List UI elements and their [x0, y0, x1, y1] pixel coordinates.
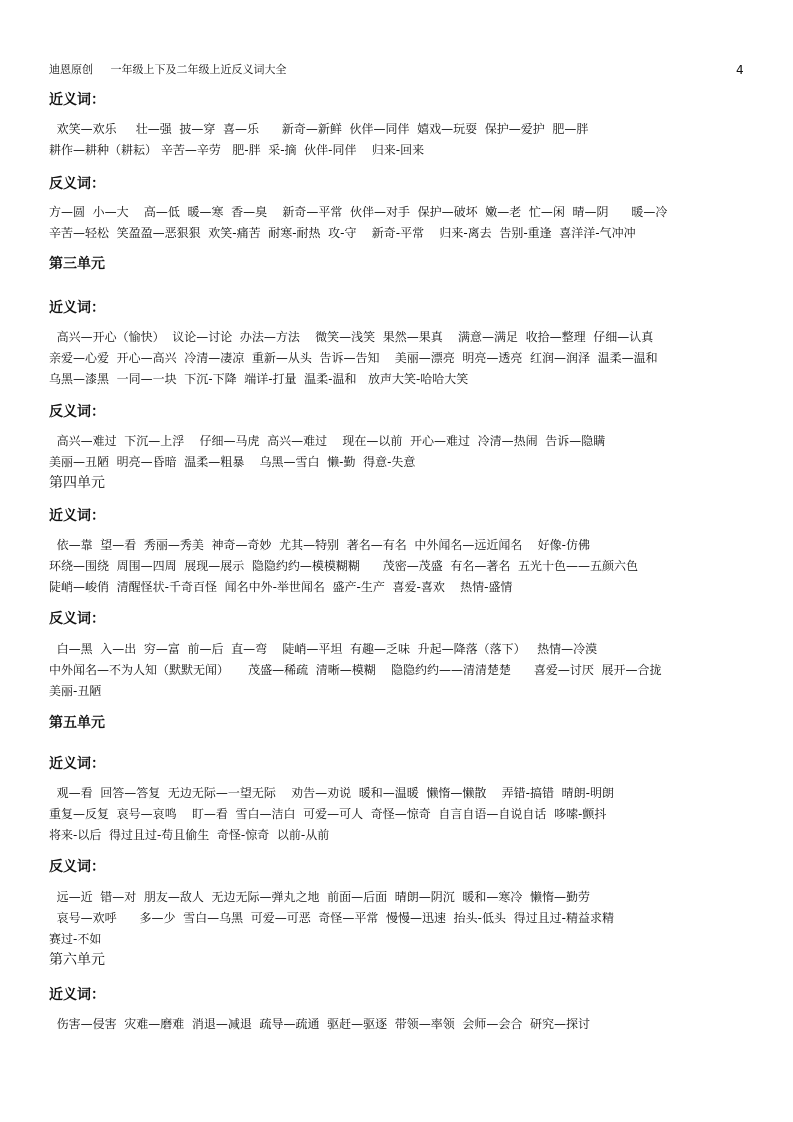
- text-line: 观—看 回答—答复 无边无际—一望无际 劝告—劝说 暖和—温暖 懒惰—懒散 弄错-搞错 晴朗-明朗: [49, 786, 614, 800]
- text-line: 耕作—耕种（耕耘） 辛苦—辛劳 肥-胖 采-摘 伙伴-同伴 归来-回来: [49, 143, 425, 157]
- text-line: 陡峭—峻俏 清醒怪状-千奇百怪 闻名中外-举世闻名 盛产-生产 喜爱-喜欢 热情-盛情: [49, 580, 513, 594]
- text-line: 亲爱—心爱 开心—高兴 冷清—凄凉 重新—从头 告诉—告知 美丽—漂亮 明亮—透亮 红润—润泽 温柔—温和: [49, 351, 658, 365]
- antonyms-heading: 反义词：: [49, 611, 105, 627]
- text-line: 赛过-不如: [49, 932, 102, 946]
- antonyms-heading: 反义词：: [49, 176, 105, 192]
- text-line: 环绕—围绕 周围—四周 展现—展示 隐隐约约—模模糊糊 茂密—茂盛 有名—著名 五光十色——五颜六色: [49, 559, 639, 573]
- unit-6-heading: 第六单元: [49, 952, 105, 968]
- synonyms-heading: 近义词：: [49, 756, 105, 772]
- antonyms-heading: 反义词：: [49, 404, 105, 420]
- text-line: 远—近 错—对 朋友—敌人 无边无际—弹丸之地 前面—后面 晴朗—阴沉 暖和—寒冷 懒惰—勤劳: [49, 890, 591, 904]
- text-line: 美丽—丑陋 明亮—昏暗 温柔—粗暴 乌黑—雪白 懒-勤 得意-失意: [49, 455, 416, 469]
- text-line: 伤害—侵害 灾难—磨难 消退—减退 疏导—疏通 驱赶—驱逐 带领—率领 会师—会合 研究—探讨: [49, 1017, 591, 1031]
- text-line: 美丽-丑陋: [49, 684, 102, 698]
- text-line: 欢笑—欢乐 壮—强 披—穿 喜—乐 新奇—新鲜 伙伴—同伴 嬉戏—玩耍 保护—爱护 肥—胖: [49, 122, 589, 136]
- page-number: 4: [736, 63, 744, 77]
- page-header: 迪恩原创 一年级上下及二年级上近反义词大全: [49, 63, 287, 76]
- synonyms-heading: 近义词：: [49, 300, 105, 316]
- synonyms-heading: 近义词：: [49, 508, 105, 524]
- text-line: 依—靠 望—看 秀丽—秀美 神奇—奇妙 尤其—特别 著名—有名 中外闻名—远近闻名 好像-仿佛: [49, 538, 590, 552]
- text-line: 辛苦—轻松 笑盈盈—恶狠狠 欢笑-痛苦 耐寒-耐热 攻-守 新奇-平常 归来-离去 告别-重逢 喜洋洋-气冲冲: [49, 226, 636, 240]
- antonyms-heading: 反义词：: [49, 859, 105, 875]
- text-line: 高兴—难过 下沉—上浮 仔细—马虎 高兴—难过 现在—以前 开心—难过 冷清—热闹 告诉—隐瞒: [49, 434, 606, 448]
- unit-5-heading: 第五单元: [49, 715, 105, 731]
- unit-3-heading: 第三单元: [49, 256, 105, 272]
- text-line: 高兴—开心（愉快） 议论—讨论 办法—方法 微笑—浅笑 果然—果真 满意—满足 收拾—整理 仔细—认真: [49, 330, 654, 344]
- text-line: 将来-以后 得过且过-苟且偷生 奇怪-惊奇 以前-从前: [49, 828, 330, 842]
- text-line: 白—黑 入—出 穷—富 前—后 直—弯 陡峭—平坦 有趣—乏味 升起—降落（落下） 热情—冷漠: [49, 642, 598, 656]
- text-line: 乌黑—漆黑 一同—一块 下沉-下降 端详-打量 温柔-温和 放声大笑-哈哈大笑: [49, 372, 469, 386]
- text-line: 方—圆 小—大 高—低 暖—寒 香—臭 新奇—平常 伙伴—对手 保护—破坏 嫩—老 忙—闲 晴—阴 暖—冷: [49, 205, 668, 219]
- text-line: 重复—反复 哀号—哀鸣 盯—看 雪白—洁白 可爱—可人 奇怪—惊奇 自言自语—自说自话 哆嗦-颤抖: [49, 807, 607, 821]
- synonyms-heading: 近义词：: [49, 92, 105, 108]
- text-line: 哀号—欢呼 多—少 雪白—乌黑 可爱—可恶 奇怪—平常 慢慢—迅速 抬头-低头 得过且过-精益求精: [49, 911, 614, 925]
- unit-4-heading: 第四单元: [49, 475, 105, 491]
- synonyms-heading: 近义词：: [49, 987, 105, 1003]
- text-line: 中外闻名—不为人知（默默无闻） 茂盛—稀疏 清晰—模糊 隐隐约约——清清楚楚 喜爱—讨厌 展开—合拢: [49, 663, 662, 677]
